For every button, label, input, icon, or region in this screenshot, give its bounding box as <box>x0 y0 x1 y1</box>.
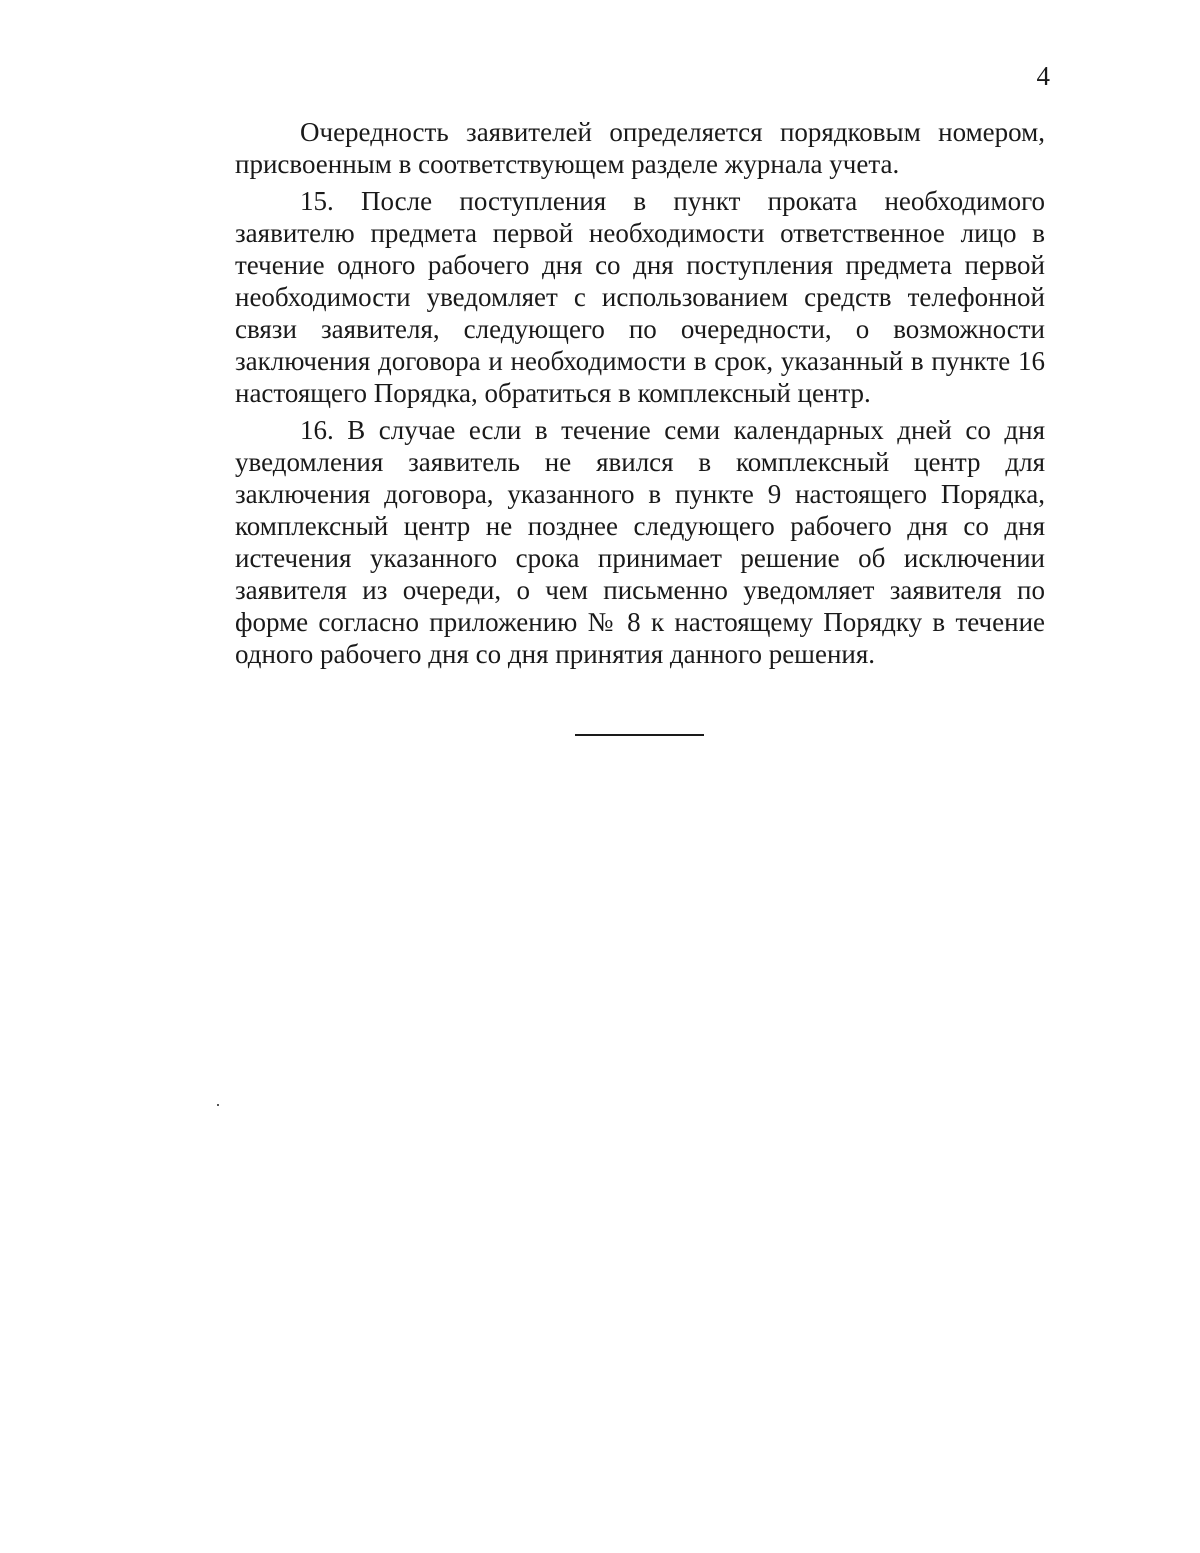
scan-speck <box>217 1104 219 1106</box>
paragraph-item-15: 15. После поступления в пункт проката необходимого заявителю предмета первой необходимости ответственное лицо в течение одного рабочего дня со дня поступления предмета первой необходимости уведомляет с использованием средств телефонной связи заявителя, следующего по очередности, о возможности заключения договора и необходимости в срок, указанный в пункте 16 настоящего Порядка, обратиться в комплексный центр. <box>235 186 1045 408</box>
page-number: 4 <box>1036 61 1050 91</box>
end-of-text-rule <box>575 734 704 736</box>
paragraph-item-16: 16. В случае если в течение семи календарных дней со дня уведомления заявитель не явился в комплексный центр для заключения договора, указанного в пункте 9 настоящего Порядка, комплексный центр не позднее следующего рабочего дня со дня истечения указанного срока принимает решение об исключении заявителя из очереди, о чем письменно уведомляет заявителя по форме согласно приложению № 8 к настоящему Порядку в течение одного рабочего дня со дня принятия данного решения. <box>235 415 1045 669</box>
paragraph-queue-order: Очередность заявителей определяется порядковым номером, присвоенным в соответствующем разделе журнала учета. <box>235 117 1045 179</box>
document-body <box>235 116 1045 670</box>
